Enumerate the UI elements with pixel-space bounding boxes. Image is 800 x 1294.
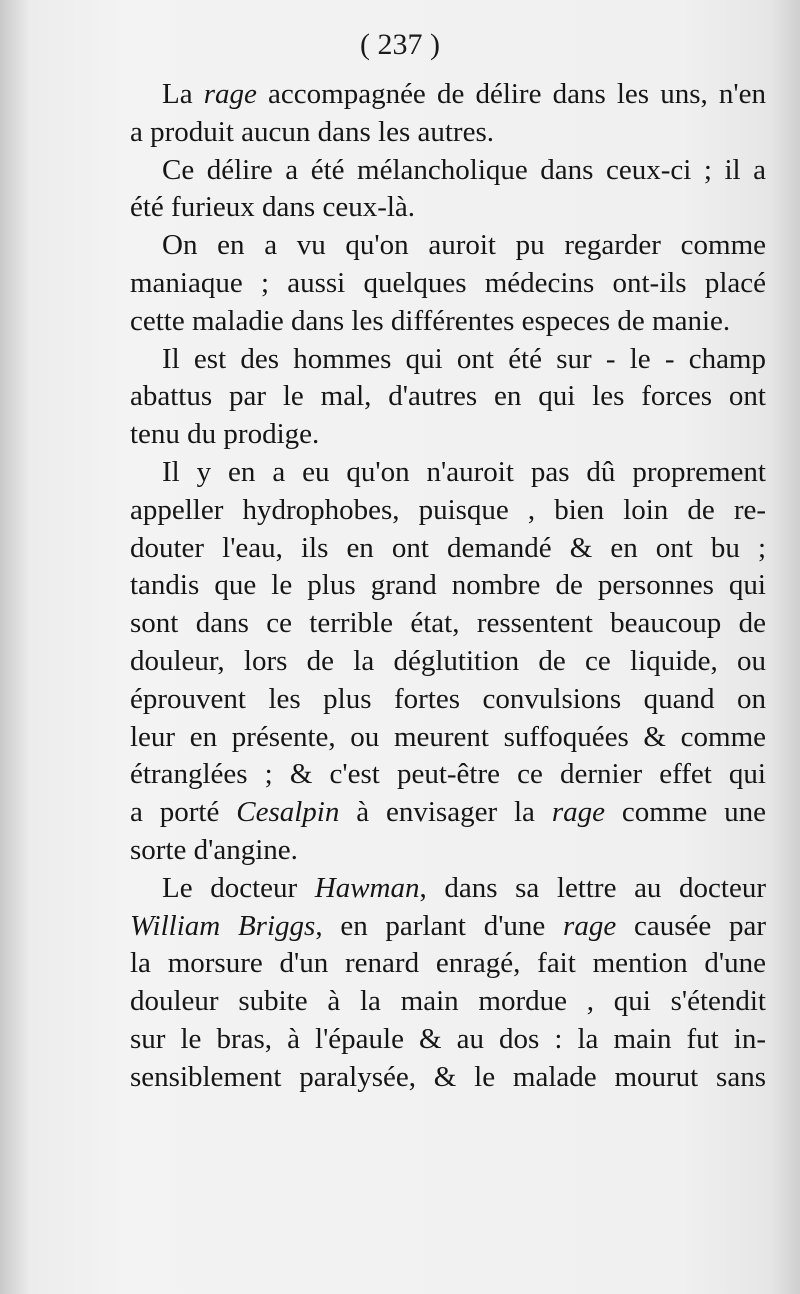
text-line (130, 378, 766, 416)
text-line (130, 1021, 766, 1059)
text-run: , en parlant d'une (315, 909, 564, 942)
text-line (130, 114, 766, 152)
text-run: étranglées ; & c'est peut-être ce dernier effet qui (130, 758, 766, 791)
text-run: la morsure d'un renard enragé, fait mention d'une (130, 947, 766, 980)
text-run: accompagnée de délire dans les uns, n'en (256, 78, 766, 110)
text-line (130, 643, 766, 681)
text-run: causée par (616, 909, 766, 942)
text-line (130, 492, 766, 530)
italic-text: rage (563, 909, 617, 942)
text-run: à envisager la (339, 796, 552, 829)
text-line (130, 719, 766, 757)
text-run: sensiblement paralysée, & le malade mourut sans (130, 1060, 766, 1093)
text-run: été furieux dans ceux-là. (130, 191, 416, 224)
text-run: Ce délire a été mélancholique dans ceux-ci ; il a (162, 153, 766, 186)
italic-text: rage (203, 78, 257, 110)
text-run: , dans sa lettre au docteur (419, 871, 766, 904)
text-run: maniaque ; aussi quelques médecins ont-ils placé (130, 266, 766, 299)
text-line (130, 908, 766, 946)
text-run: tenu du prodige. (130, 418, 320, 451)
text-line (130, 945, 766, 983)
text-run: a porté (130, 796, 237, 829)
text-run: douleur, lors de la déglutition de ce liquide, ou (130, 644, 766, 677)
text-run: leur en présente, ou meurent suffoquées & comme (130, 720, 766, 753)
italic-text: Cesalpin (236, 796, 340, 829)
text-line (130, 605, 766, 643)
text-line (130, 454, 766, 492)
text-line (130, 681, 766, 719)
text-run: sur le bras, à l'épaule & au dos : la main fut in- (130, 1022, 766, 1055)
text-run: douter l'eau, ils en ont demandé & en ont bu ; (130, 531, 766, 564)
text-run: comme une (605, 796, 766, 829)
text-line (130, 152, 766, 190)
text-run: douleur subite à la main mordue , qui s'étendit (130, 985, 766, 1018)
text-run: On en a vu qu'on auroit pu regarder comme (162, 229, 766, 262)
italic-text: rage (551, 796, 605, 829)
text-run: sorte d'angine. (130, 833, 298, 866)
text-line (130, 530, 766, 568)
text-run: Il est des hommes qui ont été sur - le - champ (162, 342, 766, 375)
text-run: a produit aucun dans les autres. (130, 115, 495, 148)
text-line (130, 1059, 766, 1097)
text-line (130, 227, 766, 265)
text-line (130, 76, 766, 114)
text-line (130, 265, 766, 303)
text-line (130, 567, 766, 605)
text-run: cette maladie dans les différentes especes de manie. (130, 304, 731, 337)
text-line (130, 983, 766, 1021)
text-run: tandis que le plus grand nombre de personnes qui (130, 569, 766, 602)
italic-text: Hawman (314, 871, 420, 904)
text-line (130, 341, 766, 379)
text-run: sont dans ce terrible état, ressentent beaucoup de (130, 607, 766, 640)
text-line (130, 416, 766, 454)
text-line (130, 870, 766, 908)
text-run: Il y en a eu qu'on n'auroit pas dû proprement (162, 455, 766, 488)
text-line (130, 756, 766, 794)
text-run: abattus par le mal, d'autres en qui les forces ont (130, 380, 766, 413)
text-line (130, 832, 766, 870)
italic-text: William Briggs (130, 909, 316, 942)
text-run: Le docteur (162, 871, 315, 904)
text-line (130, 189, 766, 227)
text-line (130, 794, 766, 832)
text-run: appeller hydrophobes, puisque , bien loin de re- (130, 493, 766, 526)
text-run: La (162, 78, 204, 110)
text-line (130, 303, 766, 341)
page-number: ( 237 ) (360, 28, 440, 61)
text-run: éprouvent les plus fortes convulsions quand on (130, 682, 766, 715)
body-text (130, 76, 766, 1097)
